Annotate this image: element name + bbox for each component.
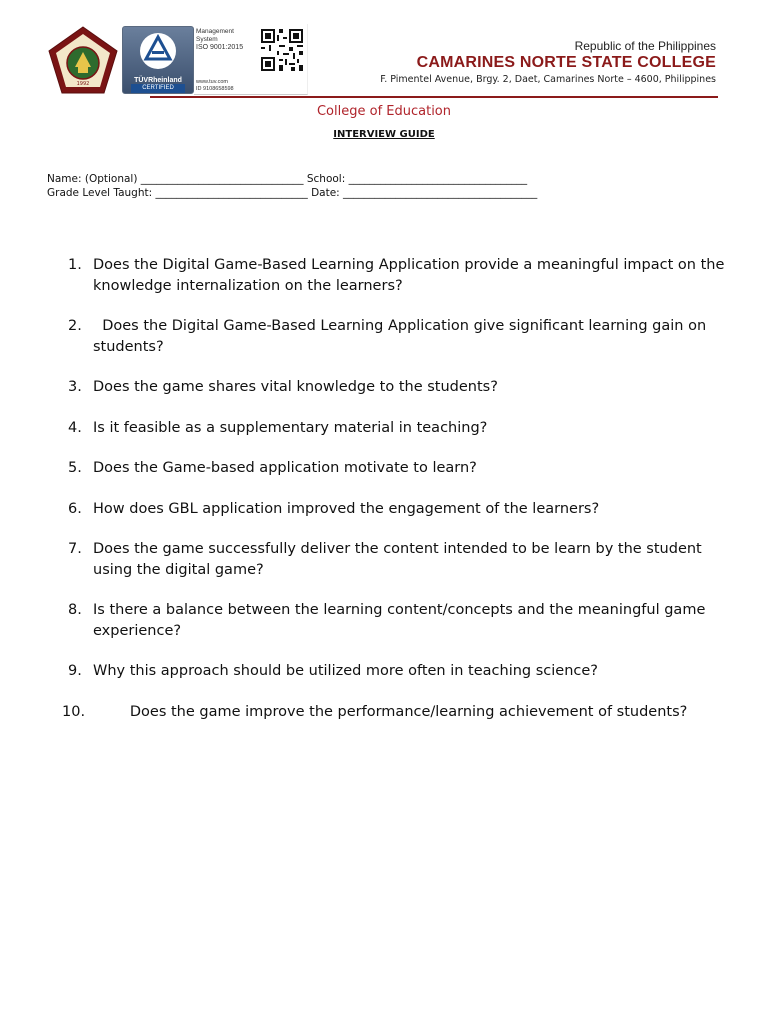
document-title: INTERVIEW GUIDE (333, 129, 435, 140)
mgmt-line-1: Management (196, 28, 234, 35)
qr-code-icon (259, 27, 305, 73)
list-item (62, 661, 732, 682)
iso-standard: ISO 9001:2015 (196, 44, 244, 51)
question-number: 5. (68, 460, 82, 476)
question-text: Does the game improve the performance/learning achievement of students? (93, 703, 688, 720)
question-text: Is there a balance between the learning content/concepts and the meaningful game experience? (93, 602, 706, 639)
tuv-triangle-icon (123, 27, 193, 77)
college-address: F. Pimentel Avenue, Brgy. 2, Daet, Camarines Norte – 4600, Philippines (380, 74, 716, 85)
department-name: College of Education (316, 104, 452, 119)
question-text: Is it feasible as a supplementary material in teaching? (93, 419, 488, 436)
question-text: Does the Game-based application motivate to learn? (93, 460, 477, 476)
certified-label: CERTIFIED (131, 84, 185, 93)
list-item (62, 539, 732, 580)
list-item (62, 600, 732, 641)
question-number: 2. (68, 318, 82, 334)
name-school-fields: Name: (Optional) _______________________________ School: __________________________________ (47, 173, 528, 185)
question-number: 9. (68, 663, 82, 679)
list-item (62, 458, 732, 479)
certifier-url: www.tuv.com (196, 79, 228, 85)
republic-label: Republic of the Philippines (574, 39, 716, 53)
list-item (62, 316, 732, 357)
seal-year: 1992 (76, 81, 90, 87)
question-number: 7. (68, 541, 82, 557)
letterhead (0, 0, 768, 100)
list-item (62, 377, 732, 398)
question-number: 1. (68, 257, 82, 273)
management-system-text (196, 28, 256, 52)
list-item (62, 255, 732, 296)
question-text: Why this approach should be utilized more often in teaching science? (93, 663, 599, 679)
question-number: 4. (68, 419, 82, 436)
certifier-web-info (196, 79, 276, 92)
college-name: CAMARINES NORTE STATE COLLEGE (416, 54, 716, 71)
question-number: 8. (68, 602, 82, 618)
list-item (62, 702, 732, 723)
question-text: Does the game successfully deliver the content intended to be learn by the student using the digital game? (93, 541, 702, 578)
tuv-certification-badge (122, 26, 194, 94)
question-number: 10. (62, 703, 86, 720)
question-number: 6. (68, 500, 82, 517)
question-text: How does GBL application improved the engagement of the learners? (93, 500, 600, 517)
question-text: Does the Digital Game-Based Learning Application give significant learning gain on students? (93, 318, 711, 355)
question-list (62, 255, 732, 742)
tuv-brand-label: TÜVRheinland (134, 77, 182, 84)
question-text: Does the Digital Game-Based Learning Application provide a meaningful impact on the knowledge internalization on the learners? (93, 257, 725, 294)
header-divider (150, 96, 718, 98)
college-seal-icon (47, 25, 119, 97)
list-item (62, 499, 732, 520)
list-item (62, 418, 732, 439)
question-number: 3. (68, 379, 82, 395)
grade-date-fields: Grade Level Taught: _____________________________ Date: _____________________________________ (47, 187, 538, 199)
mgmt-line-2: System (196, 36, 218, 43)
question-text: Does the game shares vital knowledge to the students? (93, 379, 498, 395)
certifier-id: ID 9108658598 (196, 85, 234, 92)
